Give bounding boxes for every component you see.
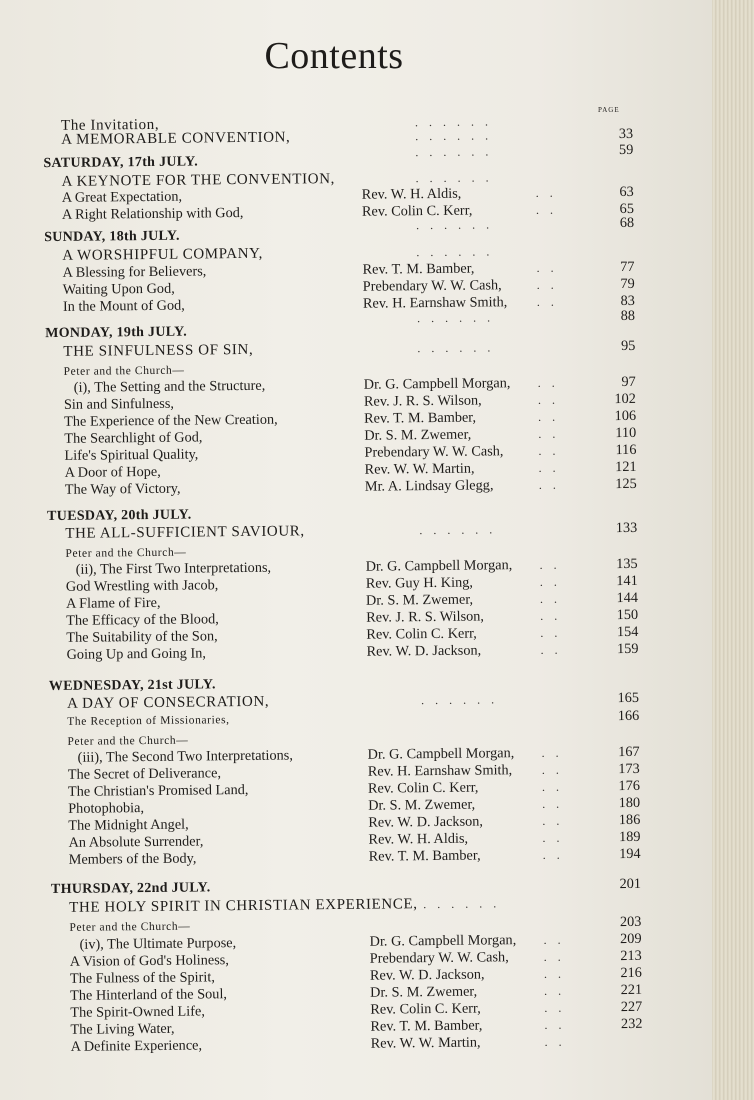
entry-title: WEDNESDAY, 21st JULY. [48,677,216,695]
entry-page-number: 33 [618,125,634,143]
entry-speaker: Rev. Colin C. Kerr, [367,779,479,797]
entry-title: SUNDAY, 18th JULY. [44,228,180,246]
entry-speaker: Rev. J. R. S. Wilson, [363,392,482,410]
leader-dots: . . [535,185,557,200]
entry-speaker: Rev. W. D. Jackson, [366,642,482,660]
entry-page-number: 59 [618,141,634,159]
entry-title: A Flame of Fire, [65,594,161,612]
entry-page-number: 97 [621,373,636,391]
entry-title: A Door of Hope, [64,463,161,481]
entry-title: The Suitability of the Son, [66,628,218,646]
entry-page-number: 102 [614,390,636,408]
entry-speaker: Rev. J. R. S. Wilson, [366,608,485,626]
entry-speaker: Rev. W. H. Aldis, [361,185,462,203]
entry-page-number: 144 [616,589,639,607]
entry-speaker: Dr. G. Campbell Morgan, [363,375,511,393]
entry-page-number: 165 [617,689,640,707]
entry-title: A WORSHIPFUL COMPANY, [62,245,264,264]
entry-page-number: 95 [620,337,636,355]
entry-page-number: 186 [618,811,641,829]
entry-speaker: Rev. T. M. Bamber, [364,409,477,427]
leader-dots: . . . . . . [416,217,494,233]
leader-dots: . . . . . . [416,244,494,260]
entry-title: A Great Expectation, [61,188,183,206]
entry-page-number: 150 [616,606,639,624]
page-edge [712,0,754,1100]
leader-dots: . . [538,443,560,458]
leader-dots: . . [544,983,566,998]
entry-title: THE ALL-SUFFICIENT SAVIOUR, [65,523,305,542]
leader-dots: . . . . . . [420,692,499,708]
leader-dots: . . . . . . [423,896,501,912]
entry-title: Waiting Upon God, [62,280,175,298]
entry-page-number: 180 [618,794,641,812]
entry-page-number: 216 [620,964,643,982]
entry-page-number: 68 [619,214,635,232]
entry-page-number: 213 [620,947,642,965]
entry-title: In the Mount of God, [62,297,185,315]
leader-dots: . . [536,260,558,275]
entry-page-number: 65 [619,200,635,218]
entry-title: Photophobia, [68,800,145,817]
entry-page-number: 227 [620,998,643,1016]
entry-title: The Searchlight of God, [64,429,203,447]
entry-page-number: 194 [619,845,641,863]
entry-title: The Spirit-Owned Life, [70,1003,205,1021]
entry-page-number: 154 [616,623,639,641]
entry-title: The Reception of Missionaries, [67,714,230,728]
leader-dots: . . [544,1017,566,1032]
entry-title: Peter and the Church— [65,546,187,560]
entry-page-number: 110 [615,424,637,442]
leader-dots: . . . . . . [415,128,493,144]
leader-dots: . . . . . . [415,170,493,186]
leader-dots: . . [543,966,565,981]
entry-page-number: 133 [615,519,638,537]
entry-speaker: Prebendary W. W. Cash, [364,443,504,461]
entry-page-number: 135 [616,555,638,573]
leader-dots: . . . . . . [415,144,493,160]
entry-title: A DAY OF CONSECRATION, [66,693,270,712]
leader-dots: . . [540,625,562,640]
entry-title: The Living Water, [70,1020,175,1038]
entry-speaker: Dr. G. Campbell Morgan, [365,557,513,575]
entry-title: MONDAY, 19th JULY. [45,324,188,342]
entry-title: (i), The Setting and the Structure, [73,377,266,396]
entry-title: Peter and the Church— [63,364,185,378]
entry-speaker: Rev. T. M. Bamber, [368,847,481,865]
leader-dots: . . [537,392,559,407]
leader-dots: . . [543,932,565,947]
entry-speaker: Rev. W. D. Jackson, [368,813,484,831]
entry-page-number: 173 [618,760,640,778]
entry-speaker: Rev. W. D. Jackson, [369,966,485,984]
entry-page-number: 116 [615,441,637,459]
entry-title: THE HOLY SPIRIT IN CHRISTIAN EXPERIENCE, [69,896,418,916]
entry-page-number: 166 [617,707,640,725]
leader-dots: . . [542,847,564,862]
entry-speaker: Rev. T. M. Bamber, [370,1017,483,1035]
entry-page-number: 189 [618,828,641,846]
entry-speaker: Dr. S. M. Zwemer, [370,983,478,1001]
entry-speaker: Rev. W. H. Aldis, [368,830,469,848]
leader-dots: . . [536,294,558,309]
entry-speaker: Rev. W. W. Martin, [364,460,475,478]
entry-title: THURSDAY, 22nd JULY. [50,880,211,898]
entry-page-number: 88 [620,307,636,325]
leader-dots: . . [536,277,558,292]
entry-speaker: Rev. W. W. Martin, [370,1034,481,1052]
entry-title: The Experience of the New Creation, [64,411,278,430]
leader-dots: . . [540,642,562,657]
leader-dots: . . [541,745,563,760]
entry-title: SATURDAY, 17th JULY. [43,154,199,172]
entry-page-number: 121 [615,458,637,476]
leader-dots: . . [544,1034,566,1049]
entry-title: THE SINFULNESS OF SIN, [63,341,254,360]
entry-speaker: Prebendary W. W. Cash, [369,949,509,967]
entry-title: Life's Spiritual Quality, [64,446,199,464]
leader-dots: . . [539,591,562,606]
leader-dots: . . [544,1000,566,1015]
leader-dots: . . [542,830,564,845]
entry-title: A MEMORABLE CONVENTION, [61,129,291,148]
leader-dots: . . . . . . [417,340,495,356]
entry-title: The Christian's Promised Land, [67,781,249,800]
entry-title: The Secret of Deliverance, [67,765,222,783]
entry-title: (iii), The Second Two Interpretations, [77,747,293,766]
leader-dots: . . [542,796,564,811]
leader-dots: . . [535,202,557,217]
leader-dots: . . [538,477,560,492]
entry-speaker: Dr. S. M. Zwemer, [364,426,472,444]
entry-speaker: Rev. Guy H. King, [365,574,474,592]
entry-title: Members of the Body, [68,850,197,868]
entry-title: God Wrestling with Jacob, [65,577,219,595]
entry-page-number: 83 [620,292,635,310]
entry-speaker: Rev. T. M. Bamber, [362,260,475,278]
entry-title: The Fulness of the Spirit, [69,969,215,987]
entry-title: A Definite Experience, [70,1037,203,1055]
entry-speaker: Dr. G. Campbell Morgan, [369,932,517,950]
leader-dots: . . [541,762,563,777]
entry-page-number: 203 [619,913,642,931]
entry-page-number: 79 [620,275,635,293]
entry-speaker: Dr. S. M. Zwemer, [368,796,476,814]
entry-title: TUESDAY, 20th JULY. [47,507,192,525]
leader-dots: . . [538,460,560,475]
entry-page-number: 221 [620,981,643,999]
entry-title: Peter and the Church— [67,734,189,748]
entry-title: The Invitation, [60,116,160,134]
entry-speaker: Rev. Colin C. Kerr, [361,202,473,220]
entry-page-number: 125 [615,475,637,493]
entry-title: (iv), The Ultimate Purpose, [79,935,237,953]
entry-title: The Way of Victory, [64,480,181,498]
leader-dots: . . [542,813,564,828]
entry-page-number: 77 [620,258,635,276]
entry-speaker: Dr. S. M. Zwemer, [365,591,474,609]
entry-speaker: Rev. H. Earnshaw Smith, [367,762,513,780]
entry-title: Sin and Sinfulness, [63,395,175,413]
entry-page-number: 106 [614,407,637,425]
entry-page-number: 176 [618,777,641,795]
entry-page-number: 201 [619,875,642,893]
entry-title: A Right Relationship with God, [61,204,244,223]
page-title: Contents [264,35,404,77]
entry-title: Going Up and Going In, [66,645,207,663]
leader-dots: . . [539,574,561,589]
leader-dots: . . [538,426,560,441]
entry-speaker: Prebendary W. W. Cash, [362,277,502,295]
entry-speaker: Dr. G. Campbell Morgan, [367,745,515,763]
entry-title: A Vision of God's Holiness, [69,952,229,970]
entry-speaker: Rev. Colin C. Kerr, [370,1000,481,1018]
entry-page-number: 159 [616,640,639,658]
entry-page-number: 63 [619,183,634,201]
leader-dots: . . . . . . [414,114,493,130]
entry-speaker: Rev. Colin C. Kerr, [366,625,477,643]
leader-dots: . . [539,557,561,572]
page-column-label: PAGE [598,106,620,114]
entry-title: An Absolute Surrender, [68,833,204,851]
entry-page-number: 232 [620,1015,643,1033]
entry-page-number: 209 [620,930,642,948]
entry-title: A KEYNOTE FOR THE CONVENTION, [61,171,336,190]
entry-speaker: Mr. A. Lindsay Glegg, [364,477,494,495]
leader-dots: . . [537,375,559,390]
entry-title: (ii), The First Two Interpretations, [75,559,272,578]
entry-speaker: Rev. H. Earnshaw Smith, [362,294,508,312]
entry-page-number: 167 [618,743,640,761]
entry-title: A Blessing for Believers, [62,263,207,281]
entry-title: The Hinterland of the Soul, [70,986,228,1004]
entry-title: The Midnight Angel, [68,816,189,834]
entry-page-number: 141 [616,572,638,590]
leader-dots: . . [541,779,564,794]
entry-title: Peter and the Church— [69,920,191,934]
leader-dots: . . [540,608,562,623]
leader-dots: . . . . . . [416,310,495,326]
entry-title: The Efficacy of the Blood, [66,611,219,629]
leader-dots: . . [538,409,560,424]
leader-dots: . . [543,949,565,964]
leader-dots: . . . . . . [419,522,497,538]
